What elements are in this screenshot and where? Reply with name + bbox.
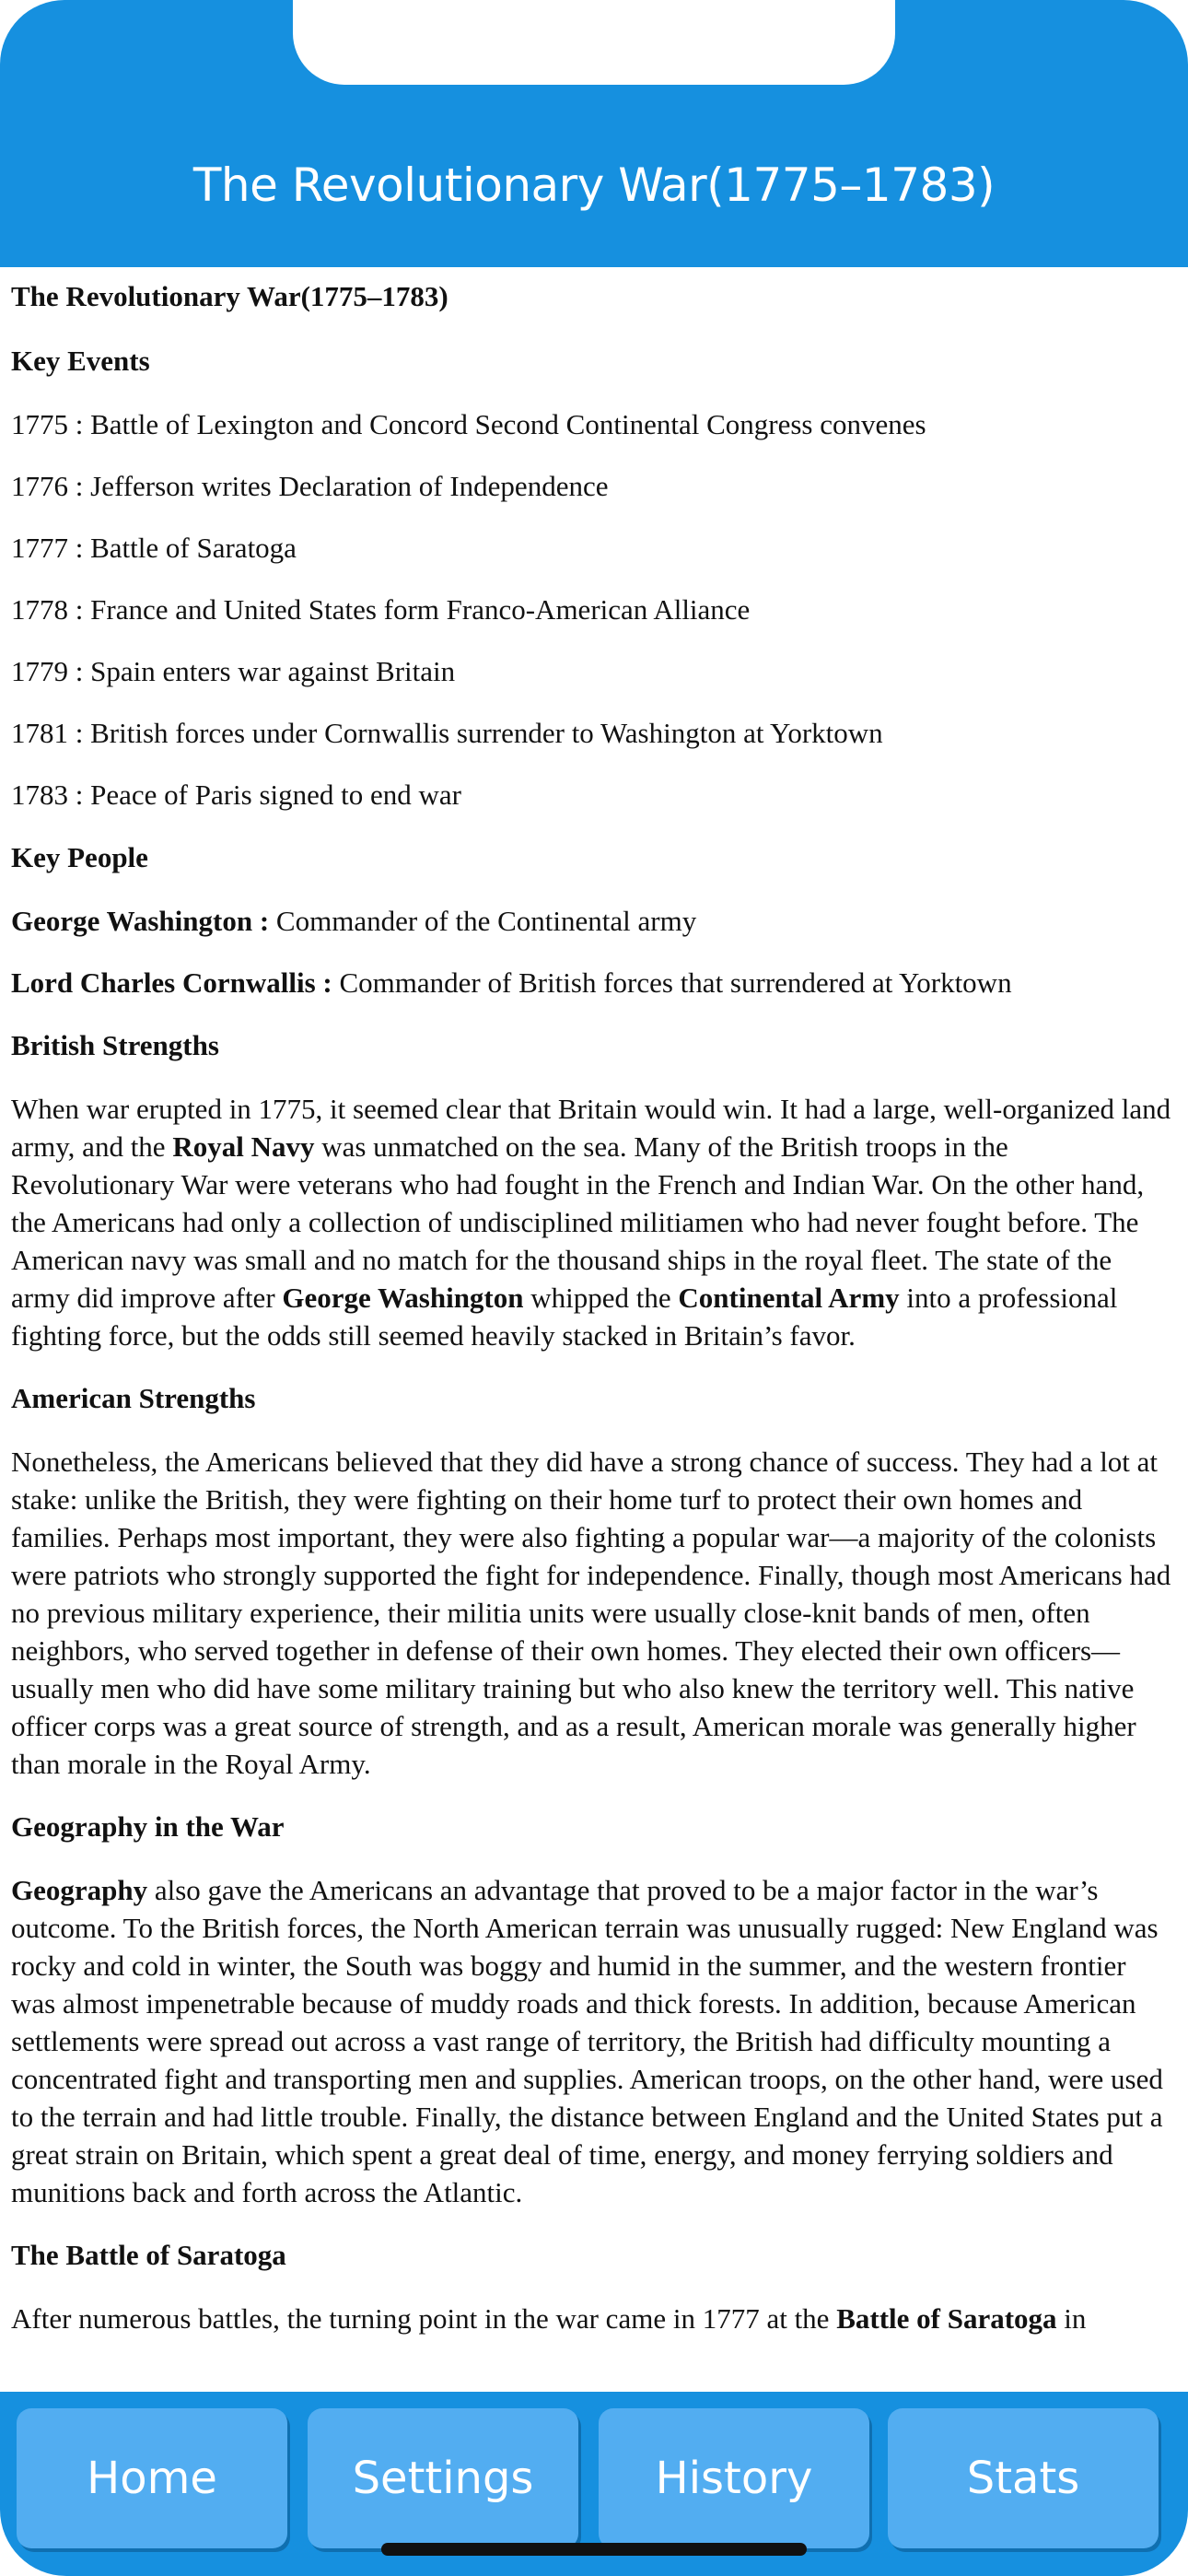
event-item: 1777 : Battle of Saratoga	[11, 532, 297, 564]
device-notch	[293, 0, 895, 85]
event-item: 1781 : British forces under Cornwallis surrender to Washington at Yorktown	[11, 717, 883, 749]
key-people-heading: Key People	[11, 841, 148, 873]
page-title: The Revolutionary War(1775–1783)	[192, 158, 996, 212]
tab-stats[interactable]: Stats	[888, 2408, 1159, 2548]
british-strengths-heading: British Strengths	[11, 1029, 219, 1061]
tab-settings[interactable]: Settings	[308, 2408, 578, 2548]
geography-heading: Geography in the War	[11, 1810, 285, 1843]
saratoga-heading: The Battle of Saratoga	[11, 2239, 286, 2271]
tab-history[interactable]: History	[599, 2408, 869, 2548]
saratoga-paragraph: After numerous battles, the turning point in the war came in 1777 at the Battle of Saratoga in	[11, 2302, 1087, 2335]
american-strengths-paragraph: Nonetheless, the Americans believed that they did have a strong chance of success. They had a lot at stake: unlike the British, they were fighting on their home turf to protect their own homes and families. Perhaps most important, they were also fighting a popular war—a majority of the colonists were patriots who strongly supported the fight for independence. Finally, though most Americans had no previous military experience, their militia units were usually close-knit bands of men, often neighbors, who served together in defense of their own homes. They elected their own officers—usually men who did have some military training but who also knew the territory well. This native officer corps was a great source of strength, and as a result, American morale was generally higher than morale in the Royal Army.	[11, 1446, 1171, 1780]
article-content[interactable]	[11, 276, 1177, 2335]
geography-paragraph: Geography also gave the Americans an advantage that proved to be a major factor in the war’s outcome. To the British forces, the North American terrain was unusually rugged: New England was rocky and cold in winter, the South was boggy and humid in the summer, and the western frontier was almost impenetrable because of muddy roads and thick forests. In addition, because American settlements were spread out across a vast range of territory, the British had difficulty mounting a concentrated fight and transporting men and supplies. American troops, on the other hand, were used to the terrain and had little trouble. Finally, the distance between England and the United States put a great strain on Britain, which spent a great deal of time, energy, and money ferrying soldiers and munitions back and forth across the Atlantic.	[11, 1874, 1163, 2208]
header-bar	[0, 0, 1188, 267]
article-title: The Revolutionary War(1775–1783)	[11, 280, 448, 312]
key-events-heading: Key Events	[11, 345, 150, 377]
event-item: 1775 : Battle of Lexington and Concord Second Continental Congress convenes	[11, 408, 926, 440]
tab-home[interactable]: Home	[17, 2408, 287, 2548]
person-item: Lord Charles Cornwallis : Commander of British forces that surrendered at Yorktown	[11, 966, 1012, 999]
event-item: 1779 : Spain enters war against Britain	[11, 655, 456, 687]
person-item: George Washington : Commander of the Continental army	[11, 905, 697, 937]
event-item: 1776 : Jefferson writes Declaration of Independence	[11, 470, 609, 502]
home-indicator	[381, 2543, 807, 2556]
british-strengths-paragraph: When war erupted in 1775, it seemed clear that Britain would win. It had a large, well-organized land army, and the Royal Navy was unmatched on the sea. Many of the British troops in the Revolutionary War were veterans who had fought in the French and Indian War. On the other hand, the Americans had only a collection of undisciplined militiamen who had never fought before. The American navy was small and no match for the thousand ships in the royal fleet. The state of the army did improve after George Washington whipped the Continental Army into a professional fighting force, but the odds still seemed heavily stacked in Britain’s favor.	[11, 1093, 1171, 1352]
american-strengths-heading: American Strengths	[11, 1382, 256, 1414]
event-item: 1778 : France and United States form Franco-American Alliance	[11, 593, 751, 626]
event-item: 1783 : Peace of Paris signed to end war	[11, 779, 462, 811]
